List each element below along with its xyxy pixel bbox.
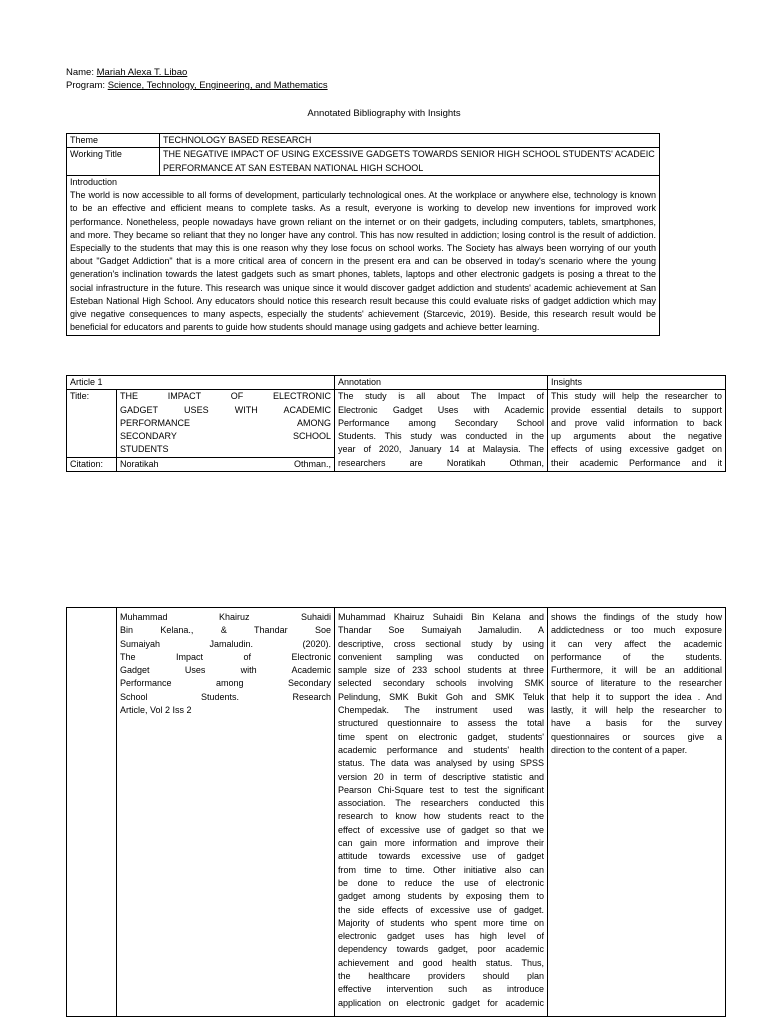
annotation-line: selected secondary schools involving SMK: [338, 678, 544, 689]
theme-row: [67, 134, 660, 148]
annotation-line: time spent on electronic gadget, students': [338, 731, 544, 742]
annotation-line: research to know how students react to the: [338, 811, 544, 822]
insight-line: source of literature to the researcher: [551, 678, 722, 689]
citation-line: The Impact of Electronic: [120, 651, 331, 662]
annotation-line: Thandar Soe Sumaiyah Jamaludin. A: [338, 625, 544, 636]
annotation-line: structured questionnaire to assess the total: [338, 718, 544, 729]
annotation-line: sample size of 233 school students at three: [338, 665, 544, 676]
name-label: Name:: [66, 67, 94, 78]
annotation-line: the side effects of excessive use of gadget.: [338, 904, 544, 915]
annotation-header: Annotation: [335, 376, 548, 390]
working-title-row: [67, 148, 660, 176]
insight-line: questionnaires or sources give a: [551, 731, 722, 742]
title-line: GADGET USES WITH ACADEMIC: [120, 404, 332, 415]
annotation-line: can gain more information and improve their: [338, 838, 544, 849]
annotation-line: achievement and good health status. Thus,: [338, 957, 544, 968]
title-line: SECONDARY SCHOOL: [120, 431, 332, 442]
annotation-line: Students. This study was conducted in the: [338, 431, 545, 442]
annotation-line: year of 2020, January 14 at Malaysia. The: [338, 444, 545, 455]
insight-line: their academic Performance and it: [551, 457, 723, 468]
annotation-line: Muhammad Khairuz Suhaidi Bin Kelana and: [338, 612, 544, 622]
introduction-row: [67, 175, 660, 336]
annotation-line: status. The data was analysed by using SPSS: [338, 758, 544, 769]
insight-line: addictedness or too much exposure: [551, 625, 722, 636]
insight-line: performance of the students.: [551, 651, 722, 662]
continuation-insight: [548, 608, 726, 1017]
annotation-line: association. The researchers conducted this: [338, 798, 544, 809]
annotation-line: Majority of students who spent more time on: [338, 917, 544, 928]
continuation-annotation: [335, 608, 548, 1017]
citation-line: Bin Kelana., & Thandar Soe: [120, 625, 331, 636]
insight-cell: [548, 390, 726, 472]
citation-start: Noratikah Othman.,: [117, 457, 335, 471]
title-line: PERFORMANCE AMONG: [120, 417, 332, 428]
annotation-line: the healthcare providers should plan: [338, 971, 544, 982]
theme-label: Theme: [67, 134, 160, 148]
annotation-line: The study is all about The Impact of: [338, 391, 545, 402]
insight-line: up arguments about the negative: [551, 431, 723, 442]
annotation-cell: [335, 390, 548, 472]
title-label: Title:: [67, 390, 117, 457]
annotation-line: researchers are Noratikah Othman,: [338, 457, 545, 468]
insight-line: provide essential details to support: [551, 404, 723, 415]
article-title-row: [67, 390, 726, 457]
insight-line: have a basis for the survey: [551, 718, 722, 729]
introduction-label: Introduction: [70, 176, 118, 187]
annotation-line: descriptive, cross sectional study by using: [338, 638, 544, 649]
citation-line: Performance among Secondary: [120, 678, 331, 689]
article-table: [66, 375, 726, 472]
name-line: [66, 66, 187, 79]
insight-line: direction to the content of a paper.: [551, 744, 688, 755]
citation-label: Citation:: [67, 457, 117, 471]
annotation-line: be done to reduce the use of electronic: [338, 877, 544, 888]
annotation-line: effect of excessive use of gadget so that we: [338, 824, 544, 835]
article-label: Article 1: [67, 376, 335, 390]
working-title-value: [160, 148, 660, 176]
insight-line: it can very affect the academic: [551, 638, 722, 649]
theme-table: [66, 133, 660, 336]
annotation-line: dependency towards gadget, poor academic: [338, 944, 544, 955]
citation-line: Article, Vol 2 Iss 2: [120, 705, 192, 716]
insight-line: that help it to support the idea . And: [551, 691, 722, 702]
citation-line: Sumaiyah Jamaludin. (2020).: [120, 638, 331, 649]
annotation-line: gadget among students by exposing them to: [338, 891, 544, 902]
annotation-line: convenient sampling was conducted on: [338, 651, 544, 662]
annotation-line: electronic gadget uses has high level of: [338, 931, 544, 942]
citation-line: Muhammad Khairuz Suhaidi: [120, 612, 331, 622]
working-title-line: THE NEGATIVE IMPACT OF USING EXCESSIVE GADGETS TOWARDS SENIOR HIGH SCHOOL STUDENTS' ACADEIC: [163, 149, 655, 160]
annotation-line: academic performance and students' health: [338, 744, 544, 755]
annotation-line: attitude towards excessive use of gadget: [338, 851, 544, 862]
insight-line: shows the findings of the study how: [551, 612, 722, 622]
insights-header: Insights: [548, 376, 726, 390]
annotation-line: Chempedak. The instrument used was: [338, 705, 544, 716]
insight-line: lastly, it will help the researcher to: [551, 705, 722, 716]
article-title: [117, 390, 335, 457]
program-line: [66, 79, 328, 92]
program-label: Program:: [66, 80, 106, 91]
annotation-line: Pearson Chi-Square test to test the significant: [338, 784, 544, 795]
annotation-line: Performance among Secondary School: [338, 417, 545, 428]
document-title: Annotated Bibliography with Insights: [307, 108, 461, 119]
continuation-label-cell: [67, 608, 117, 1017]
title-line: STUDENTS: [120, 444, 169, 455]
annotation-line: Pelindung, SMK Bukit Goh and SMK Teluk: [338, 691, 544, 702]
title-line: THE IMPACT OF ELECTRONIC: [120, 391, 332, 402]
annotation-line: effective intervention such as introduce: [338, 984, 544, 995]
introduction-cell: [67, 175, 660, 336]
citation-line: School Students. Research: [120, 691, 331, 702]
insight-line: effects of using excessive gadget on: [551, 444, 723, 455]
continuation-row: [67, 608, 726, 1017]
annotation-line: Electronic Gadget Uses with Academic: [338, 404, 545, 415]
working-title-line: PERFORMANCE AT SAN ESTEBAN NATIONAL HIGH SCHOOL: [163, 162, 424, 173]
continuation-citation: [117, 608, 335, 1017]
program-value: Science, Technology, Engineering, and Mathematics: [107, 80, 328, 91]
theme-value: TECHNOLOGY BASED RESEARCH: [160, 134, 660, 148]
continuation-table: [66, 607, 726, 1017]
insight-line: This study will help the researcher to: [551, 391, 723, 402]
citation-line: Gadget Uses with Academic: [120, 665, 331, 676]
annotation-line: from time to time. Other initiative also can: [338, 864, 544, 875]
working-title-label: Working Title: [67, 148, 160, 176]
insight-line: Furthermore, it will be an additional: [551, 665, 722, 676]
introduction-text: The world is now accessible to all forms of development, particularly technological ones. At the workplace or anywhere else, technology is known to be an effective and efficient means to complete tasks. As a result, everyone is working to develop new inventions for improved work performance. Nonetheless, people nowadays have grown reliant on the internet or on their gadgets, including computers, tablets, smartphones, and more. They became so reliant that they no longer have any control. This has now resulted in addiction; losing control is the result of addiction. Especially to the students that may this is one reason why they lose focus on school works. The Society has always been worrying of our youth about "Gadget Addiction" that is a more critical area of concern in the present era and can be observed in today's scenario where the young generation's inclination towards the latest gadgets such as smart phones, tablets, laptops and other electronic gadgets is posing a threat to the social infrastructure in the future. This research was unique since it would discover gadget addiction and students' academic achievement at San Esteban National High School. Any educators should notice this research result because this could evaluate risks of gadget addiction which may give negative consequences to many aspects, especially the students' achievement (Starcevic, 2019). Beside, this research result would be beneficial for educators and parents to guide how students should manage using gadgets and achieve better learning.: [70, 190, 656, 333]
article-header-row: [67, 376, 726, 390]
annotation-line: application on electronic gadget for academic: [338, 997, 544, 1008]
annotation-line: version 20 in term of descriptive statistic and: [338, 771, 544, 782]
insight-line: and prove valid information to back: [551, 417, 723, 428]
name-value: Mariah Alexa T. Libao: [96, 67, 188, 78]
